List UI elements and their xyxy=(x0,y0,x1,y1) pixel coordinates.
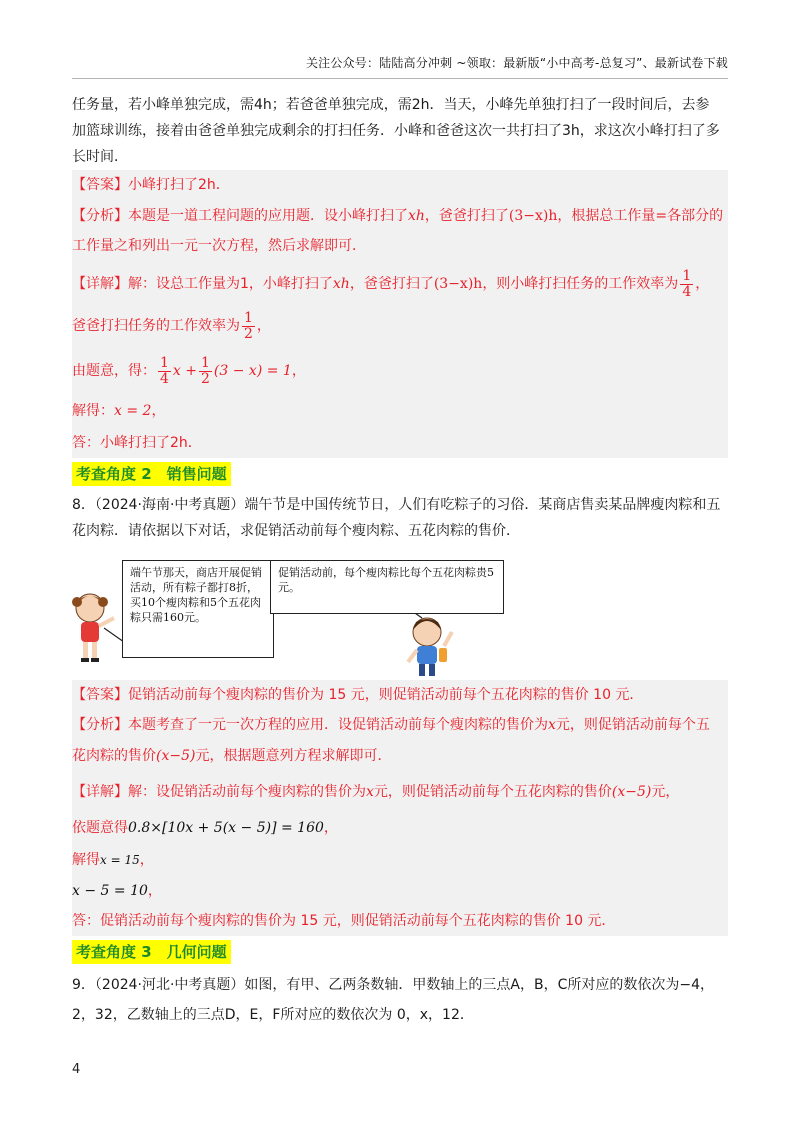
problem7-line3: 长时间． xyxy=(72,149,128,165)
problem8-line2: 花肉粽．请依据以下对话，求促销活动前每个瘦肉粽、五花肉粽的售价． xyxy=(72,523,520,539)
problem7-equation: 由题意，得： $\frac{1}{4}$ x + $\frac{1}{2}$ (3 − x) = 1， xyxy=(72,354,306,387)
problem7-answer: 【答案】小峰打扫了2h． xyxy=(72,177,230,193)
section-title-sales: 考查角度 2 销售问题 xyxy=(72,462,231,486)
dialogue-illustration xyxy=(72,550,728,680)
header-divider xyxy=(72,78,728,79)
problem8-detail: 【详解】解：设促销活动前每个瘦肉粽的售价为x元，则促销活动前每个五花肉粽的售价(x−5)元， xyxy=(72,784,680,800)
problem7-detail-2: 爸爸打扫任务的工作效率为 $\frac{1}{2}$ ， xyxy=(72,309,271,342)
problem8-analysis: 【分析】本题考查了一元一次方程的应用．设促销活动前每个瘦肉粽的售价为x元，则促销活动前每个五 xyxy=(72,717,710,733)
problem8-final-answer: 答：促销活动前每个瘦肉粽的售价为 15 元，则促销活动前每个五花肉粽的售价 10 元． xyxy=(72,913,616,929)
problem9-line1: 9．（2024·河北·中考真题）如图，有甲、乙两条数轴．甲数轴上的三点A，B，C所对应的数依次为−4， xyxy=(72,977,715,993)
problem7-detail: 【详解】解：设总工作量为1，小峰打扫了xh，爸爸打扫了(3−x)h，则小峰打扫任务的工作效率为 $\frac{1}{4}$ ， xyxy=(72,267,710,300)
problem9-line2: 2，32，乙数轴上的三点D，E，F所对应的数依次为 0，x，12． xyxy=(72,1007,474,1023)
problem7-solution xyxy=(72,170,728,458)
problem7-line2: 加篮球训练，接着由爸爸单独完成剩余的打扫任务．小峰和爸爸这次一共打扫了3h，求这次小峰打扫了多 xyxy=(72,123,720,139)
boy-figure-icon xyxy=(408,618,452,676)
problem7-final-answer: 答：小峰打扫了2h． xyxy=(72,435,202,451)
problem7-line1: 任务量，若小峰单独完成，需4h；若爸爸单独完成，需2h．当天，小峰先单独打扫了一段时间后，去参 xyxy=(72,97,710,113)
fraction-one-quarter: $\frac{1}{4}$ xyxy=(682,267,692,300)
problem8-answer: 【答案】促销活动前每个瘦肉粽的售价为 15 元，则促销活动前每个五花肉粽的售价 10 元． xyxy=(72,687,644,703)
speech-bubble-boy: 促销活动前，每个瘦肉粽比每个五花肉粽贵5元。 xyxy=(270,560,504,614)
section-title-geometry: 考查角度 3 几何问题 xyxy=(72,940,231,964)
problem8-line1: 8．（2024·海南·中考真题）端午节是中国传统节日，人们有吃粽子的习俗．某商店售卖某品牌瘦肉粽和五 xyxy=(72,497,721,513)
page-number: 4 xyxy=(72,1062,81,1077)
problem8-solve-2: x − 5 = 10， xyxy=(72,883,162,899)
problem8-analysis-2: 花肉粽的售价(x−5)元，根据题意列方程求解即可． xyxy=(72,748,392,764)
page-header: 关注公众号：陆陆高分冲刺 ~领取：最新版“小中高考-总复习”、最新试卷下载 xyxy=(305,56,728,70)
fraction-one-half: $\frac{1}{2}$ xyxy=(244,309,253,342)
problem7-analysis-2: 工作量之和列出一元一次方程，然后求解即可． xyxy=(72,238,366,254)
problem8-solve: 解得x = 15， xyxy=(72,852,154,868)
problem8-equation: 依题意得0.8×[10x + 5(x − 5)] = 160， xyxy=(72,820,338,836)
page-content xyxy=(72,92,728,1030)
problem8-solution xyxy=(72,680,728,936)
girl-figure-icon xyxy=(72,594,114,662)
problem7-analysis: 【分析】本题是一道工程问题的应用题．设小峰打扫了xh，爸爸打扫了(3−x)h，根据总工作量=各部分的 xyxy=(72,208,724,224)
problem7-solve: 解得：x = 2， xyxy=(72,403,166,419)
speech-bubble-girl: 端午节那天，商店开展促销活动，所有粽子都打8折，买10个瘦肉粽和5个五花肉粽只需160元。 xyxy=(122,560,274,658)
